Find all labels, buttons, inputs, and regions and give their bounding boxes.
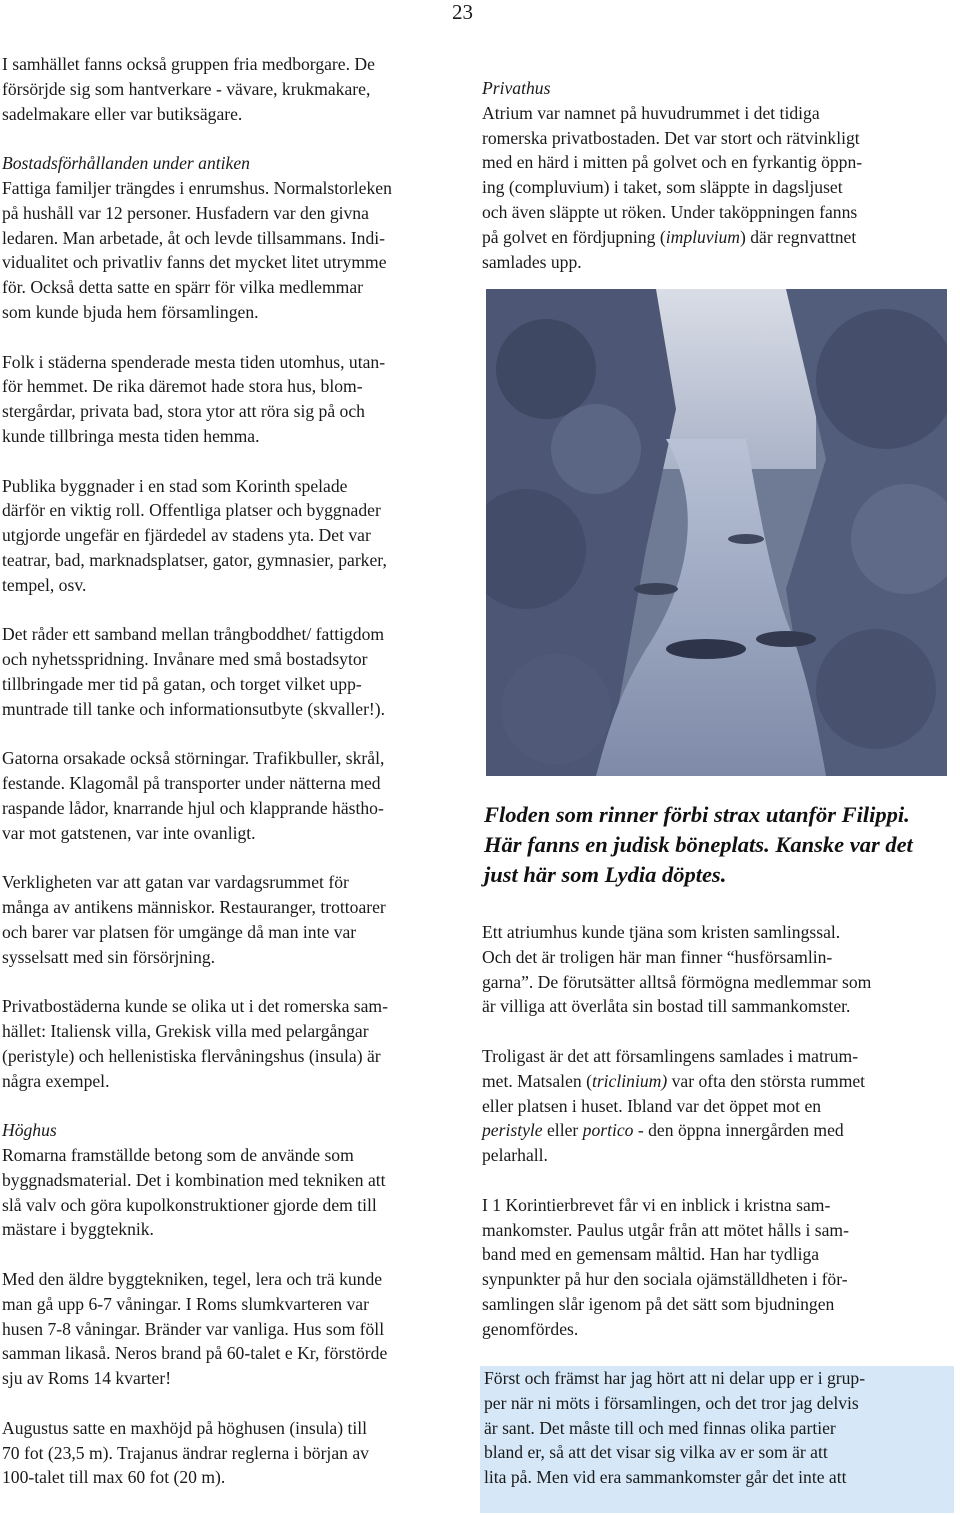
text-line: mankomster. Paulus utgår från att mötet hålls i sam- xyxy=(482,1219,849,1240)
text-run-italic: impluvium xyxy=(665,226,740,247)
text-line xyxy=(482,225,960,250)
text-line: festande. Klagomål på transporter under nätterna med xyxy=(2,773,381,794)
text-run: ) där regnvattnet xyxy=(740,226,857,247)
text-run-italic: triclinium) xyxy=(591,1070,668,1091)
text-line: Det råder ett samband mellan trångboddhet/ fattigdom xyxy=(2,624,385,645)
text-line: Augustus satte en maxhöjd på höghusen (insula) till xyxy=(2,1417,368,1438)
text-line: raspande lådor, knarrande hjul och klapprande hästho- xyxy=(2,797,384,818)
text-line: synpunkter på hur den sociala ojämställdheten i för- xyxy=(482,1269,848,1290)
text-line: ing (compluvium) i taket, som släppte in dagsljuset xyxy=(482,177,843,198)
paragraph-utomhus xyxy=(2,350,464,449)
text-line xyxy=(482,1118,960,1143)
paragraph-fria-medborgare xyxy=(2,52,464,126)
paragraph-gatorna xyxy=(2,746,464,845)
text-line: pelarhall. xyxy=(482,1145,548,1166)
text-run: met. Matsalen ( xyxy=(482,1070,592,1091)
photo-caption xyxy=(484,800,960,890)
section-heading-bostadsforhallanden: Bostadsförhållanden under antiken xyxy=(2,153,250,174)
paragraph-atriumhus xyxy=(482,920,960,1019)
text-line: för. Också detta satte en spärr för vilka medlemmar xyxy=(2,277,364,298)
text-line: Fattiga familjer trängdes i enrumshus. Normalstorleken xyxy=(2,177,392,198)
text-line: Gatorna orsakade också störningar. Trafikbuller, skrål, xyxy=(2,748,385,769)
text-line: är villiga att överlåta sin bostad till sammankomster. xyxy=(482,996,851,1017)
text-line: med en härd i mitten på golvet och en fyrkantig öppn- xyxy=(482,152,863,173)
text-line: Folk i städerna spenderade mesta tiden utomhus, utan- xyxy=(2,351,386,372)
caption-line: Här fanns en judisk böneplats. Kanske var det xyxy=(484,832,913,857)
paragraph-aldre-byggteknik xyxy=(2,1267,464,1391)
text-line: mästare i byggteknik. xyxy=(2,1219,154,1240)
text-line: och nyhetsspridning. Invånare med små bostadsytor xyxy=(2,649,368,670)
text-line: sadelmakare eller var butiksägare. xyxy=(2,103,243,124)
paragraph-korintierbrevet xyxy=(482,1193,960,1342)
text-line: och barer var platsen för umgänge då man inte var xyxy=(2,921,357,942)
page-number: 23 xyxy=(452,0,473,24)
text-line: Med den äldre byggtekniken, tegel, lera och trä kunde xyxy=(2,1269,383,1290)
paragraph-verkligheten xyxy=(2,870,464,969)
quote-line: bland er, så att det visar sig vilka av er som är att xyxy=(484,1442,828,1463)
text-line: försörjde sig som hantverkare - vävare, krukmakare, xyxy=(2,78,371,99)
text-line: många av antikens människor. Restauranger, trottoarer xyxy=(2,897,386,918)
text-run-italic: portico xyxy=(582,1120,634,1141)
text-line: samlingen slår igenom på det sätt som bjudningen xyxy=(482,1293,835,1314)
text-line: på hushåll var 12 personer. Husfadern var den givna xyxy=(2,202,369,223)
text-line: utgjorde ungefär en fjärdedel av stadens yta. Det var xyxy=(2,525,371,546)
text-line: samman likaså. Neros brand på 60-talet e Kr, förstörde xyxy=(2,1343,388,1364)
text-line: man gå upp 6-7 våningar. I Roms slumkvarteren var xyxy=(2,1293,369,1314)
text-line: I 1 Korintierbrevet får vi en inblick i kristna sam- xyxy=(482,1194,831,1215)
paragraph-privathus xyxy=(482,76,960,274)
text-line: som kunde bjuda hem församlingen. xyxy=(2,301,259,322)
text-line: Atrium var namnet på huvudrummet i det tidiga xyxy=(482,102,820,123)
text-line: byggnadsmaterial. Det i kombination med tekniken att xyxy=(2,1169,386,1190)
text-line: sju av Roms 14 kvarter! xyxy=(2,1368,172,1389)
text-line: I samhället fanns också gruppen fria medborgare. De xyxy=(2,54,375,74)
right-column-bottom xyxy=(482,920,960,1366)
quote-line: är sant. Det måste till och med finnas olika partier xyxy=(484,1417,836,1438)
text-line: genomfördes. xyxy=(482,1318,579,1339)
text-line: teatrar, bad, marknadsplatser, gator, gymnasier, parker, xyxy=(2,549,387,570)
paragraph-hoghus xyxy=(2,1118,464,1242)
section-heading-privathus: Privathus xyxy=(482,78,551,98)
text-line: för hemmet. De rika däremot hade stora hus, blom- xyxy=(2,376,363,397)
quote-line: lita på. Men vid era sammankomster går det inte att xyxy=(484,1467,847,1488)
text-line: ledaren. Man arbetade, åt och levde tillsammans. Indi- xyxy=(2,227,386,248)
text-line: några exempel. xyxy=(2,1070,110,1091)
text-run: på golvet en fördjupning ( xyxy=(482,226,666,247)
text-run-italic: peristyle xyxy=(482,1120,543,1141)
river-photo xyxy=(486,289,947,776)
text-line: tempel, osv. xyxy=(2,574,87,595)
text-line: Publika byggnader i en stad som Korinth spelade xyxy=(2,475,348,496)
quote-line: per när ni möts i församlingen, och det tror jag delvis xyxy=(484,1392,859,1413)
paragraph-bostadsforhallanden xyxy=(2,151,464,325)
text-line: därför en viktig roll. Offentliga platser och byggnader xyxy=(2,500,381,521)
quote-line: Först och främst har jag hört att ni delar upp er i grup- xyxy=(484,1368,866,1388)
bible-quote-box xyxy=(480,1366,954,1513)
text-run: eller xyxy=(542,1120,583,1141)
paragraph-privatbostaderna xyxy=(2,994,464,1093)
text-line: (peristyle) och hellenistiska flervåningshus (insula) är xyxy=(2,1045,381,1066)
text-line: garna”. De förutsätter alltså förmögna medlemmar som xyxy=(482,971,872,992)
text-line: Och det är troligen här man finner “husförsamlin- xyxy=(482,946,833,967)
paragraph-publika-byggnader xyxy=(2,474,464,598)
text-line: var mot gatstenen, var inte ovanligt. xyxy=(2,822,256,843)
text-line: och även släppte ut röken. Under taköppningen fanns xyxy=(482,201,858,222)
text-line: Ett atriumhus kunde tjäna som kristen samlingssal. xyxy=(482,922,841,942)
caption-line: just här som Lydia döptes. xyxy=(484,862,727,887)
text-line: vidualitet och privatliv fanns det mycket litet utrymme xyxy=(2,252,387,273)
text-line: 70 fot (23,5 m). Trajanus ändrar reglerna i början av xyxy=(2,1442,369,1463)
text-line: husen 7-8 våningar. Bränder var vanliga. Hus som föll xyxy=(2,1318,385,1339)
text-line: Romarna framställde betong som de använde som xyxy=(2,1145,354,1166)
text-line: tillbringade mer tid på gatan, och torget vilket upp- xyxy=(2,673,362,694)
text-line: slå valv och göra kupolkonstruktioner gjorde dem till xyxy=(2,1194,377,1215)
left-column xyxy=(2,52,464,1515)
text-line: sysselsatt med sin försörjning. xyxy=(2,946,216,967)
text-line: Verkligheten var att gatan var vardagsrummet för xyxy=(2,872,349,893)
paragraph-trangboddhet xyxy=(2,622,464,721)
caption-line: Floden som rinner förbi strax utanför Filippi. xyxy=(484,802,910,827)
text-run: - den öppna innergården med xyxy=(633,1120,844,1141)
text-line: hället: Italiensk villa, Grekisk villa med pelargångar xyxy=(2,1021,369,1042)
text-line: Troligast är det att församlingens samlades i matrum- xyxy=(482,1045,859,1066)
text-line: Privatbostäderna kunde se olika ut i det romerska sam- xyxy=(2,996,388,1017)
right-column-top xyxy=(482,76,960,299)
text-run: var ofta den största rummet xyxy=(667,1070,866,1091)
text-line: 100-talet till max 60 fot (20 m). xyxy=(2,1467,226,1488)
text-line: eller platsen i huset. Ibland var det öppet mot en xyxy=(482,1095,822,1116)
text-line xyxy=(482,1069,960,1094)
paragraph-augustus xyxy=(2,1416,464,1490)
text-line: stergårdar, privata bad, stora ytor att röra sig på och xyxy=(2,401,365,422)
text-line: band med en gemensam måltid. Han har tydliga xyxy=(482,1244,820,1265)
section-heading-hoghus: Höghus xyxy=(2,1120,57,1141)
paragraph-matrum xyxy=(482,1044,960,1168)
text-line: kunde tillbringa mesta tiden hemma. xyxy=(2,425,260,446)
text-line: romerska privatbostaden. Det var stort och rätvinkligt xyxy=(482,127,860,148)
text-line: muntrade till tanke och informationsutbyte (skvaller!). xyxy=(2,698,386,719)
text-line: samlades upp. xyxy=(482,251,582,272)
